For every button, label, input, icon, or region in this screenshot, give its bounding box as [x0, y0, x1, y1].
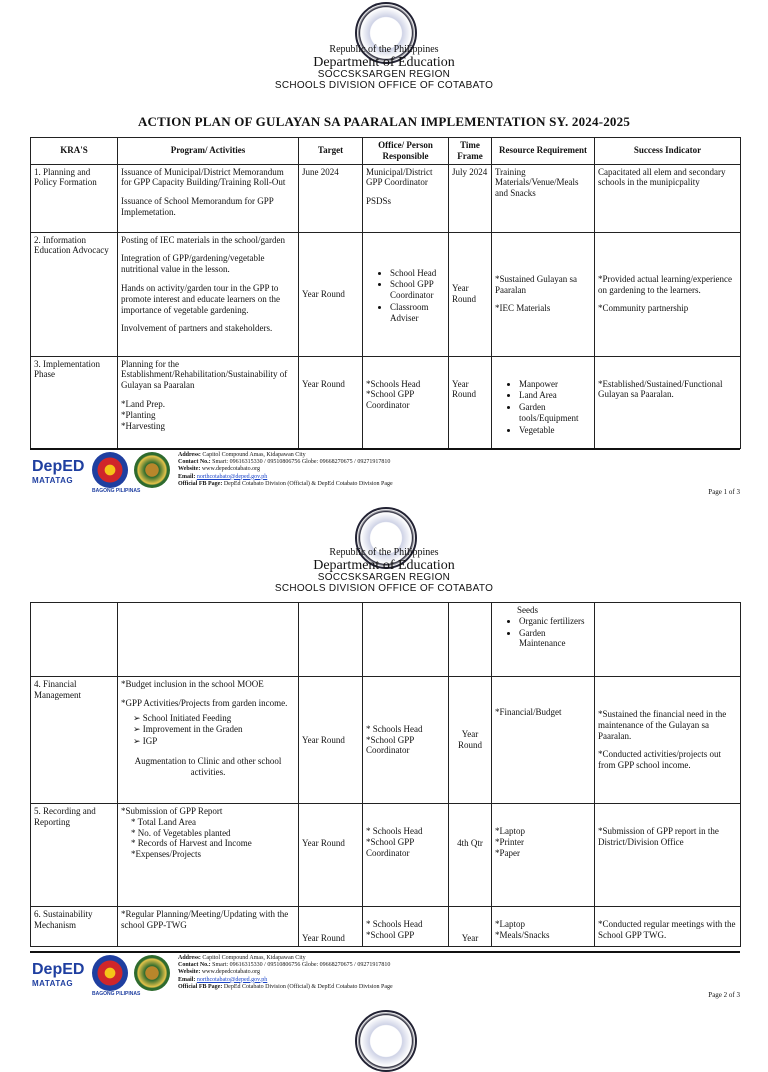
office-text: * Schools Head	[366, 919, 423, 929]
action-plan-table-p1	[30, 137, 741, 449]
activity-text: Posting of IEC materials in the school/garden	[121, 234, 285, 245]
contact-info: Address: Capitol Compound Amas, Kidapawan City Contact No.: Smart: 09616315330 / 09510806756 Globe: 09668270675 / 09271917810 Website: www.depedcotabato.org Email: northcotabato@deped.gov.ph Official FB Page: DepEd Cotabato Division (Official) & DepEd Cotabato Division Page	[178, 452, 393, 487]
list-item: • Vegetable	[519, 425, 591, 436]
activity-text: Augmentation to Clinic and other school activities.	[134, 755, 282, 777]
letterhead	[0, 548, 768, 594]
footer-rule	[30, 448, 740, 450]
activity-text: * No. of Vegetables planted	[131, 827, 231, 838]
success-cell: *Conducted regular meetings with the School GPP TWG.	[595, 907, 741, 947]
col-office: Office/ Person Responsible	[363, 138, 449, 165]
contact-text: Smart: 09616315330 / 09510806756 Globe: 09668270675 / 09271917810	[212, 459, 391, 466]
activities-cell	[118, 232, 299, 356]
col-activities: Program/ Activities	[118, 138, 299, 165]
list-item: • Manpower	[519, 379, 591, 390]
kra-cell: 3. Implementation Phase	[31, 356, 118, 448]
list-item: • Classroom Adviser	[390, 302, 445, 324]
deped-logo	[32, 458, 84, 485]
activity-text: Planning for the Establishment/Rehabilitation/Sustainability of Gulayan sa Paaralan	[121, 358, 288, 391]
office-text: *School GPP	[366, 929, 415, 940]
activity-text: *Expenses/Projects	[131, 849, 201, 860]
email-link[interactable]: northcotabato@deped.gov.ph	[196, 976, 268, 983]
resource-cell	[492, 603, 595, 677]
kra-cell	[31, 603, 118, 677]
success-cell: *Submission of GPP report in the District/Division Office	[595, 804, 741, 907]
table-row	[31, 603, 741, 677]
kra-cell: 6. Sustainability Mechanism	[31, 907, 118, 947]
department-text: Department of Education	[313, 557, 455, 573]
republic-text: Republic of the Philippines	[329, 44, 439, 55]
table-header-row	[31, 138, 741, 165]
list-item: • Land Area	[519, 390, 591, 401]
list-item: • Garden tools/Equipment	[519, 402, 591, 424]
target-cell: Year Round	[299, 356, 363, 448]
activities-cell	[118, 164, 299, 232]
table-row	[31, 164, 741, 232]
letterhead	[0, 45, 768, 91]
target-cell: June 2024	[299, 164, 363, 232]
sdo-seal-icon	[134, 452, 170, 488]
kra-cell: 4. Financial Management	[31, 677, 118, 804]
sdo-seal-icon	[134, 955, 170, 991]
activities-cell	[118, 677, 299, 804]
republic-text: Republic of the Philippines	[329, 547, 439, 558]
col-kra: KRA'S	[31, 138, 118, 165]
time-cell: Year	[449, 907, 492, 947]
region-text: SOCCSKSARGEN REGION	[317, 572, 451, 584]
resource-cell	[492, 232, 595, 356]
success-cell	[595, 677, 741, 804]
list-item: Seeds	[517, 605, 538, 615]
success-text: *Provided actual learning/experience on gardening to the learners.	[598, 273, 732, 295]
action-plan-table-p2	[30, 602, 741, 947]
target-cell	[299, 603, 363, 677]
resource-cell: *Financial/Budget	[492, 677, 595, 804]
list-item: • Organic fertilizers	[519, 616, 591, 627]
division-text: SCHOOLS DIVISION OFFICE OF COTABATO	[274, 79, 494, 91]
target-cell: Year Round	[299, 232, 363, 356]
office-cell	[363, 907, 449, 947]
resource-cell: Training Materials/Venue/Meals and Snacks	[492, 164, 595, 232]
activity-text: Integration of GPP/gardening/vegetable nutritional value in the lesson.	[121, 253, 265, 275]
address-text: Capitol Compound Amas, Kidapawan City	[202, 452, 306, 458]
address-text: Capitol Compound Amas, Kidapawan City	[202, 955, 306, 961]
activity-text: * Total Land Area	[131, 816, 196, 827]
page-1	[0, 0, 768, 505]
table-row	[31, 356, 741, 448]
page-2	[0, 505, 768, 1005]
region-text: SOCCSKSARGEN REGION	[317, 69, 451, 81]
activity-text: *Land Prep.	[121, 398, 165, 409]
sdo-cotabato-logo	[134, 452, 170, 488]
deped-logo-text: DepED	[32, 961, 85, 978]
time-cell	[449, 603, 492, 677]
target-cell: Year Round	[299, 804, 363, 907]
resource-cell	[492, 804, 595, 907]
matatag-logo-text: MATATAG	[32, 476, 74, 485]
activity-text: *Budget inclusion in the school MOOE	[121, 679, 264, 689]
bagong-pilipinas-icon	[92, 452, 128, 488]
office-cell	[363, 804, 449, 907]
office-cell	[363, 232, 449, 356]
resource-text: *Printer	[495, 836, 524, 847]
target-cell: Year Round	[299, 907, 363, 947]
matatag-logo-text: MATATAG	[32, 979, 74, 988]
page-number: Page 2 of 3	[708, 991, 740, 999]
page-number: Page 1 of 3	[708, 488, 740, 496]
office-text: * Schools Head	[366, 826, 423, 836]
office-cell	[363, 356, 449, 448]
table-row	[31, 677, 741, 804]
table-row	[31, 232, 741, 356]
list-item: • School GPP Coordinator	[390, 279, 445, 301]
kra-cell: 2. Information Education Advocacy	[31, 232, 118, 356]
resource-text: *Sustained Gulayan sa Paaralan	[495, 273, 577, 295]
resource-text: *Laptop	[495, 919, 525, 929]
office-text: *School GPP Coordinator	[366, 836, 414, 858]
footer-rule	[30, 951, 740, 953]
success-cell: *Established/Sustained/Functional Gulayan sa Paaralan.	[595, 356, 741, 448]
activity-list	[121, 713, 295, 747]
deped-seal-icon	[355, 1010, 417, 1072]
fb-page-text: DepEd Cotabato Division (Official) & DepEd Cotabato Division Page	[223, 480, 393, 487]
activity-text: *Harvesting	[121, 420, 165, 431]
time-cell: Year Round	[449, 232, 492, 356]
website-link[interactable]: www.depedcotabato.org	[201, 466, 260, 473]
contact-text: Smart: 09616315330 / 09510806756 Globe: 09668270675 / 09271917810	[212, 962, 391, 969]
list-item: • Garden Maintenance	[519, 628, 591, 650]
bagong-pilipinas-caption: BAGONG PILIPINAS	[92, 991, 141, 997]
office-text: * Schools Head	[366, 723, 423, 734]
resource-cell	[492, 356, 595, 448]
office-cell	[363, 164, 449, 232]
resource-text: *Meals/Snacks	[495, 929, 550, 940]
list-item: ➢ IGP	[133, 736, 295, 747]
bagong-pilipinas-icon	[92, 955, 128, 991]
col-resource: Resource Requirement	[492, 138, 595, 165]
office-cell	[363, 603, 449, 677]
office-text: *School GPP Coordinator	[366, 389, 414, 411]
activities-cell: *Regular Planning/Meeting/Updating with the school GPP-TWG	[118, 907, 299, 947]
resource-text: *Paper	[495, 847, 520, 858]
resource-cell	[492, 907, 595, 947]
list-item: ➢ School Initiated Feeding	[133, 713, 295, 724]
success-cell	[595, 232, 741, 356]
deped-logo-text: DepED	[32, 458, 85, 475]
office-cell	[363, 677, 449, 804]
resource-list	[495, 616, 591, 649]
activity-text: Issuance of School Memorandum for GPP Implemetation.	[121, 196, 274, 217]
col-target: Target	[299, 138, 363, 165]
activity-text: * Records of Harvest and Income	[131, 838, 252, 849]
activities-cell	[118, 356, 299, 448]
resource-text: *IEC Materials	[495, 303, 551, 314]
website-link[interactable]: www.depedcotabato.org	[201, 969, 260, 976]
time-cell: July 2024	[449, 164, 492, 232]
success-text: *Conducted activities/projects out from GPP school income.	[598, 749, 721, 771]
list-item: • School Head	[390, 268, 445, 279]
activity-text: Involvement of partners and stakeholders.	[121, 323, 273, 334]
office-text: *Schools Head	[366, 378, 421, 389]
sdo-cotabato-logo	[134, 955, 170, 991]
success-text: *Community partnership	[598, 303, 689, 314]
department-text: Department of Education	[313, 54, 455, 70]
success-cell	[595, 603, 741, 677]
success-cell: Capacitated all elem and secondary schools in the munipicpality	[595, 164, 741, 232]
division-text: SCHOOLS DIVISION OFFICE OF COTABATO	[274, 582, 494, 594]
table-row	[31, 804, 741, 907]
activities-cell	[118, 603, 299, 677]
activity-text: *Planting	[121, 409, 156, 420]
fb-page-text: DepEd Cotabato Division (Official) & DepEd Cotabato Division Page	[223, 983, 393, 990]
table-row	[31, 907, 741, 947]
list-item: ➢ Improvement in the Graden	[133, 724, 295, 735]
document-title: ACTION PLAN OF GULAYAN SA PAARALAN IMPLEMENTATION SY. 2024-2025	[137, 114, 631, 129]
email-link[interactable]: northcotabato@deped.gov.ph	[196, 473, 268, 480]
office-text: Municipal/District GPP Coordinator	[366, 166, 433, 188]
success-text: *Sustained the financial need in the maintenance of the Gulayan sa Paaralan.	[598, 709, 727, 741]
activities-cell	[118, 804, 299, 907]
col-time-frame: Time Frame	[449, 138, 492, 165]
activity-text: Issuance of Municipal/District Memorandum for GPP Capacity Building/Training Roll-Out	[121, 166, 286, 188]
activity-text: *Submission of GPP Report	[121, 806, 223, 816]
office-list	[366, 268, 445, 324]
activity-text: *GPP Activities/Projects from garden income.	[121, 697, 288, 708]
office-text: *School GPP Coordinator	[366, 734, 414, 756]
activity-text: Hands on activity/garden tour in the GPP to promote interest and educate learners on the importance of vegetable gardening.	[121, 282, 280, 315]
kra-cell: 1. Planning and Policy Formation	[31, 164, 118, 232]
resource-list	[495, 379, 591, 436]
office-text: PSDSs	[366, 196, 392, 207]
target-cell: Year Round	[299, 677, 363, 804]
col-success: Success Indicator	[595, 138, 741, 165]
time-cell: Year Round	[449, 356, 492, 448]
time-cell: Year Round	[449, 677, 492, 804]
time-cell: 4th Qtr	[449, 804, 492, 907]
bagong-pilipinas-caption: BAGONG PILIPINAS	[92, 488, 141, 494]
deped-logo	[32, 961, 84, 988]
kra-cell: 5. Recording and Reporting	[31, 804, 118, 907]
resource-text: *Laptop	[495, 826, 525, 836]
contact-info: Address: Capitol Compound Amas, Kidapawan City Contact No.: Smart: 09616315330 / 09510806756 Globe: 09668270675 / 09271917810 Website: www.depedcotabato.org Email: northcotabato@deped.gov.ph Official FB Page: DepEd Cotabato Division (Official) & DepEd Cotabato Division Page	[178, 955, 393, 990]
